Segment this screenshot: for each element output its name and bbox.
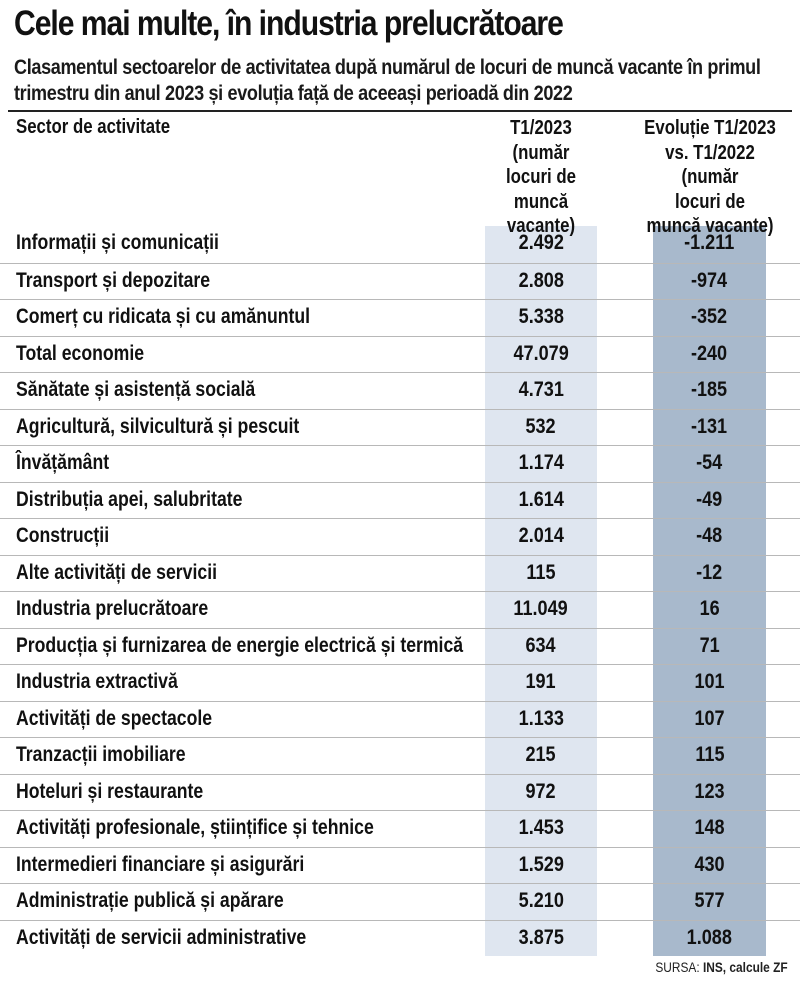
cell-t1-2023-value: 47.079	[513, 341, 569, 365]
cell-t1-2023	[485, 597, 597, 621]
cell-evolutie-value: -131	[691, 414, 728, 438]
cell-evolutie	[653, 269, 766, 293]
column-header-line: Evoluție T1/2023	[644, 117, 776, 139]
cell-sector: Învățământ	[16, 451, 110, 474]
page-subtitle: Clasamentul sectoarelor de activitatea după numărul de locuri de muncă vacante în primul trimestru din anul 2023 și evoluția față de aceeași perioadă din 2022	[14, 56, 761, 105]
table-row	[0, 628, 800, 665]
cell-evolutie-value: 107	[694, 706, 725, 730]
cell-evolutie	[653, 926, 766, 950]
cell-evolutie	[653, 378, 766, 402]
cell-t1-2023-value: 634	[525, 633, 557, 657]
cell-sector: Industria extractivă	[16, 670, 178, 693]
cell-evolutie-value: -1.211	[684, 231, 735, 254]
cell-evolutie	[653, 451, 766, 475]
cell-evolutie	[653, 561, 766, 585]
cell-evolutie-value: -49	[696, 487, 723, 511]
table-row	[0, 591, 800, 628]
cell-sector: Total economie	[16, 341, 145, 365]
column-header-line: muncă vacante)	[646, 215, 774, 237]
source-text: INS, calcule ZF	[703, 959, 788, 975]
source-prefix: SURSA:	[655, 959, 704, 975]
cell-sector: Distribuția apei, salubritate	[16, 487, 243, 511]
cell-evolutie	[653, 780, 766, 804]
cell-t1-2023-value: 532	[525, 414, 557, 438]
cell-evolutie	[653, 816, 766, 840]
cell-t1-2023	[485, 634, 597, 658]
table-row	[0, 555, 800, 592]
cell-evolutie-value: 101	[694, 670, 725, 693]
cell-sector: Construcții	[16, 524, 110, 547]
cell-evolutie	[653, 342, 766, 366]
cell-t1-2023-value: 1.529	[518, 852, 564, 876]
table-row	[0, 372, 800, 409]
cell-t1-2023-value: 2.492	[518, 231, 564, 254]
cell-t1-2023-value: 1.453	[518, 816, 564, 839]
table-row	[0, 883, 800, 920]
cell-t1-2023-value: 1.133	[518, 706, 564, 730]
cell-evolutie-value: 71	[699, 633, 720, 657]
cell-evolutie	[653, 305, 766, 329]
cell-t1-2023-value: 11.049	[513, 597, 569, 620]
cell-sector: Sănătate și asistență socială	[16, 378, 256, 401]
cell-evolutie-value: -240	[691, 341, 728, 365]
cell-evolutie-value: 1.088	[686, 925, 733, 949]
table-row	[0, 518, 800, 555]
cell-t1-2023-value: 5.210	[518, 889, 564, 912]
cell-t1-2023-value: 972	[525, 779, 557, 803]
cell-evolutie-value: -974	[691, 268, 728, 292]
cell-t1-2023	[485, 231, 597, 255]
cell-t1-2023-value: 1.614	[518, 487, 564, 511]
cell-evolutie-value: 577	[694, 889, 725, 912]
page-title: Cele mai multe, în industria prelucrătoare	[14, 4, 563, 43]
cell-t1-2023	[485, 524, 597, 548]
column-header-line: locuri de	[505, 166, 577, 188]
cell-evolutie	[653, 597, 766, 621]
table-row	[0, 336, 800, 373]
cell-t1-2023-value: 215	[525, 743, 557, 766]
table-row	[0, 664, 800, 701]
cell-t1-2023	[485, 269, 597, 293]
table-row	[0, 701, 800, 738]
cell-evolutie-value: 123	[694, 779, 725, 803]
cell-evolutie-value: 115	[694, 743, 725, 766]
cell-t1-2023	[485, 488, 597, 512]
table-row	[0, 299, 800, 336]
column-header-t1-2023	[470, 116, 612, 239]
cell-sector: Producția și furnizarea de energie electrică și termică	[16, 633, 464, 657]
cell-evolutie	[653, 743, 766, 767]
table-row	[0, 445, 800, 482]
column-header-line: locuri de	[674, 190, 746, 213]
cell-t1-2023-value: 3.875	[518, 925, 564, 949]
cell-sector: Transport și depozitare	[16, 268, 211, 292]
cell-evolutie-value: 16	[699, 597, 720, 620]
cell-evolutie	[653, 889, 766, 913]
cell-sector: Activități de servicii administrative	[16, 925, 307, 949]
cell-t1-2023	[485, 451, 597, 475]
cell-evolutie-value: -185	[691, 378, 728, 401]
cell-sector: Activități profesionale, științifice și tehnice	[16, 816, 374, 839]
cell-evolutie	[653, 853, 766, 877]
table-row	[0, 810, 800, 847]
cell-t1-2023	[485, 853, 597, 877]
cell-t1-2023	[485, 415, 597, 439]
column-header-line: muncă	[513, 190, 569, 213]
cell-t1-2023	[485, 926, 597, 950]
table-row	[0, 737, 800, 774]
cell-t1-2023	[485, 342, 597, 366]
cell-sector: Industria prelucrătoare	[16, 597, 209, 620]
cell-evolutie	[653, 231, 766, 255]
cell-sector: Agricultură, silvicultură și pescuit	[16, 414, 300, 438]
cell-t1-2023	[485, 816, 597, 840]
cell-t1-2023	[485, 780, 597, 804]
cell-evolutie-value: 430	[694, 852, 725, 876]
cell-t1-2023	[485, 305, 597, 329]
cell-evolutie-value: -12	[696, 560, 723, 584]
cell-t1-2023	[485, 561, 597, 585]
cell-sector: Comerț cu ridicata și cu amănuntul	[16, 305, 311, 328]
table-row	[0, 409, 800, 446]
source-note	[656, 959, 788, 975]
header-divider	[8, 110, 792, 112]
cell-evolutie-value: -48	[696, 524, 723, 547]
column-header-line: T1/2023 (număr	[510, 117, 572, 164]
cell-sector: Tranzacții imobiliare	[16, 743, 186, 766]
cell-evolutie-value: -352	[691, 305, 728, 328]
cell-t1-2023-value: 2.808	[518, 268, 564, 292]
table-row	[0, 226, 800, 263]
table-row	[0, 263, 800, 300]
cell-t1-2023-value: 1.174	[518, 451, 564, 474]
cell-t1-2023	[485, 743, 597, 767]
cell-t1-2023	[485, 670, 597, 694]
table-row	[0, 482, 800, 519]
cell-t1-2023-value: 191	[525, 670, 557, 693]
table-row	[0, 847, 800, 884]
cell-evolutie	[653, 524, 766, 548]
cell-sector: Activități de spectacole	[16, 706, 213, 730]
table-row	[0, 774, 800, 811]
cell-evolutie	[653, 415, 766, 439]
column-header-line: vs. T1/2022 (număr	[665, 141, 755, 188]
table-row	[0, 920, 800, 957]
cell-t1-2023	[485, 707, 597, 731]
cell-evolutie	[653, 488, 766, 512]
cell-t1-2023-value: 5.338	[518, 305, 564, 328]
column-header-line: vacante)	[506, 215, 576, 237]
cell-evolutie	[653, 707, 766, 731]
cell-sector: Alte activități de servicii	[16, 560, 217, 584]
cell-t1-2023-value: 4.731	[518, 378, 564, 401]
table-body	[0, 226, 800, 956]
cell-t1-2023	[485, 889, 597, 913]
cell-sector: Intermedieri financiare și asigurări	[16, 852, 305, 876]
cell-t1-2023-value: 115	[526, 560, 556, 584]
cell-evolutie	[653, 670, 766, 694]
cell-t1-2023	[485, 378, 597, 402]
cell-sector: Hoteluri și restaurante	[16, 779, 204, 803]
cell-evolutie-value: -54	[696, 451, 723, 474]
cell-sector: Administrație publică și apărare	[16, 889, 284, 912]
cell-evolutie-value: 148	[694, 816, 725, 839]
column-header-evolutie	[625, 116, 795, 239]
cell-t1-2023-value: 2.014	[518, 524, 564, 547]
column-header-sector: Sector de activitate	[16, 116, 171, 138]
cell-evolutie	[653, 634, 766, 658]
cell-sector: Informații și comunicații	[16, 231, 219, 254]
